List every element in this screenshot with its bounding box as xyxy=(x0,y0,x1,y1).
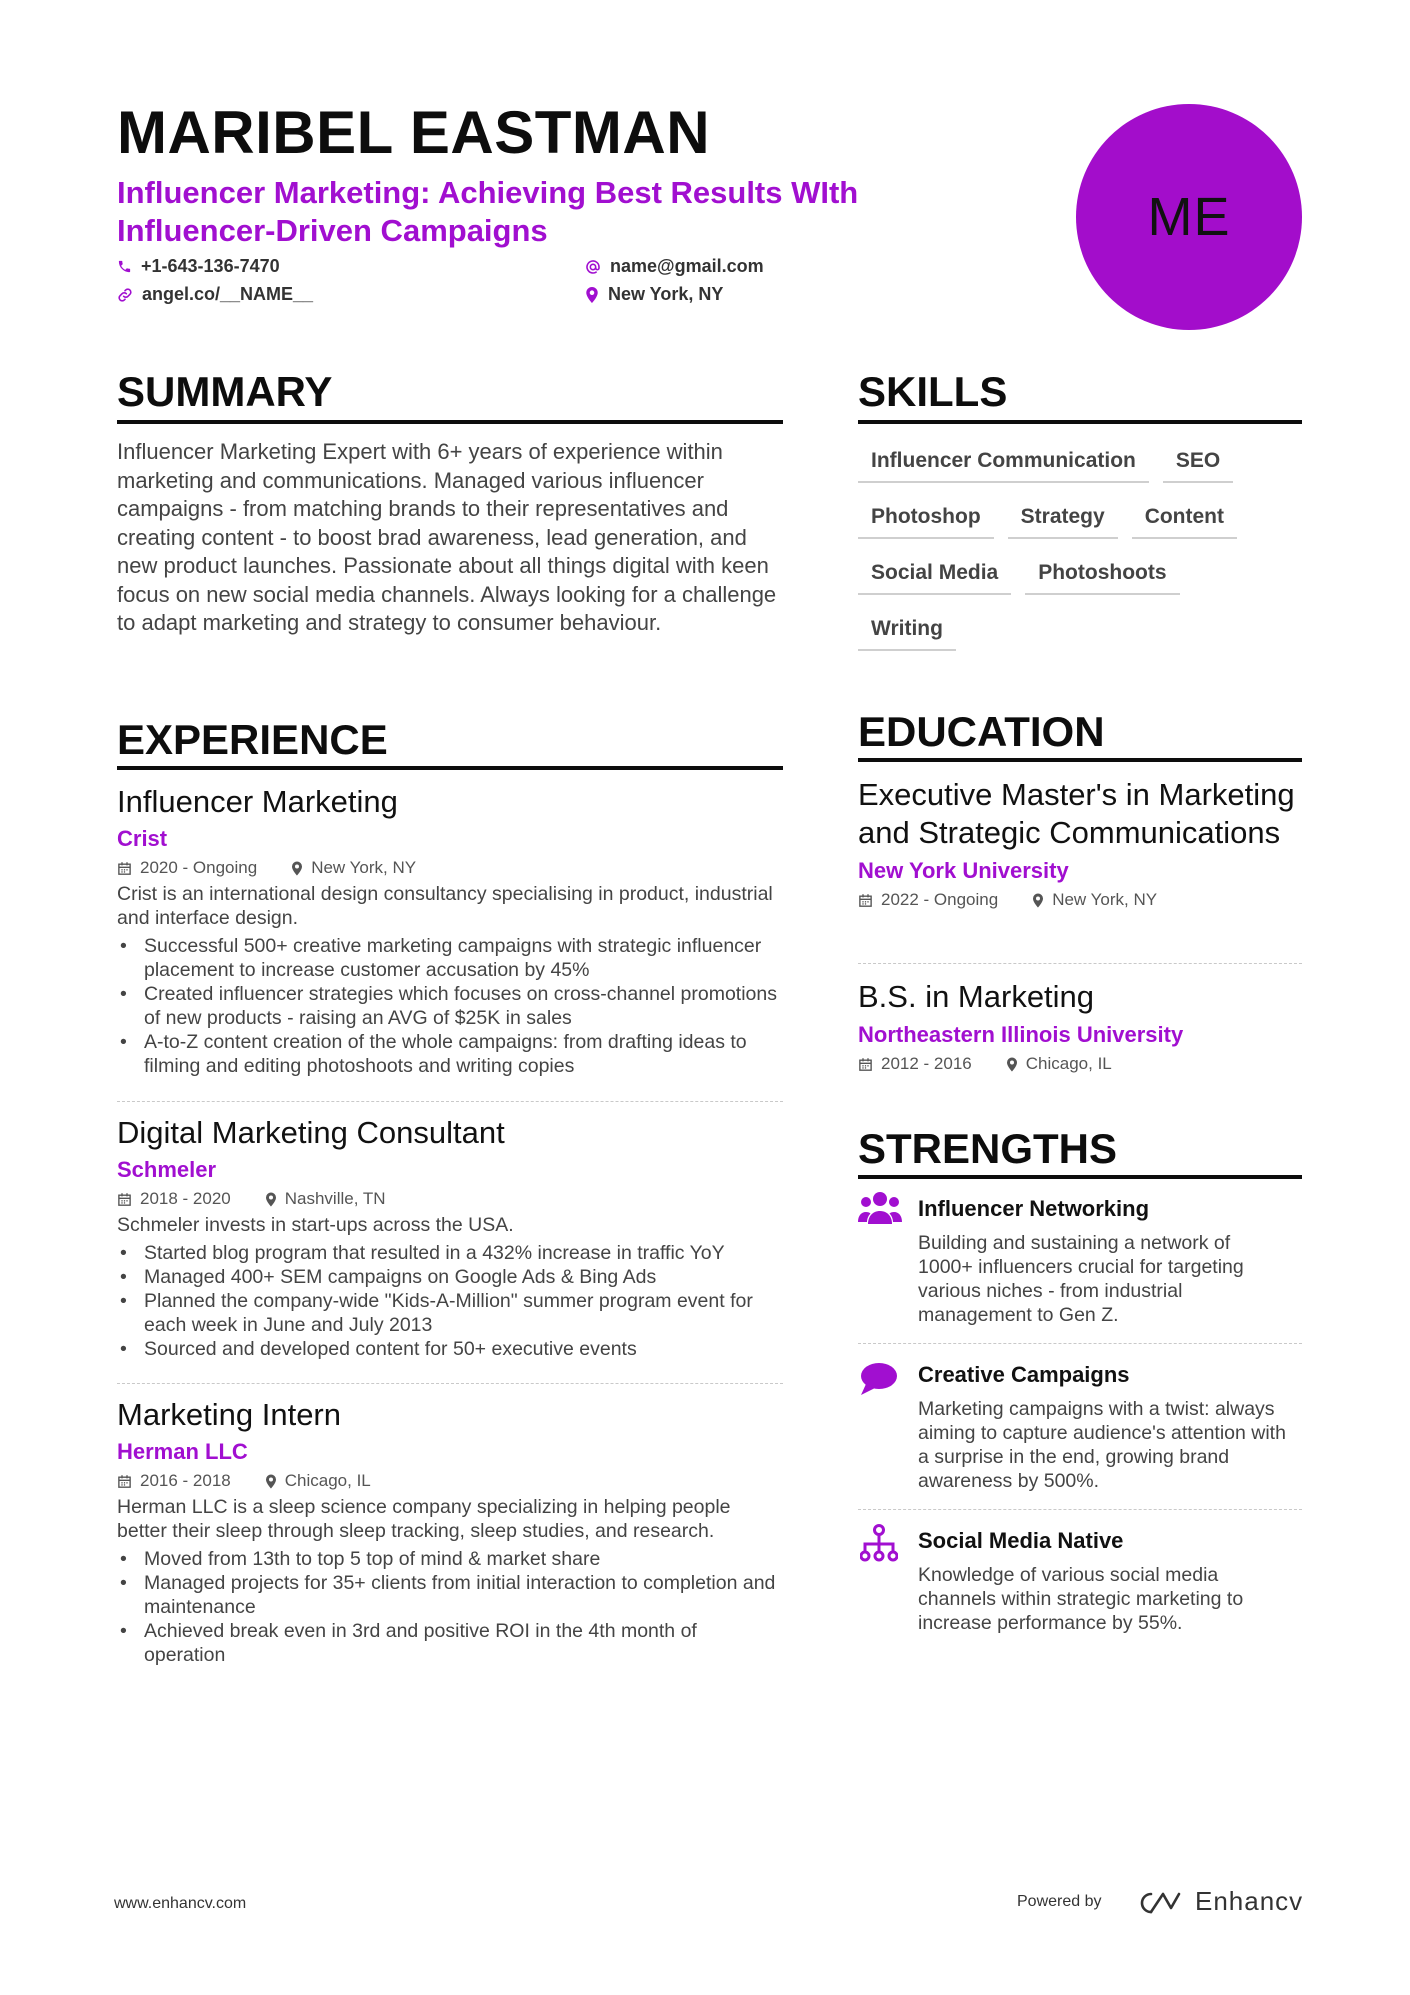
education-divider xyxy=(858,758,1302,762)
skill-tag: Influencer Communication xyxy=(858,449,1149,483)
job-bullet: • Achieved break even in 3rd and positive ROI in the 4th month of operation xyxy=(117,1619,783,1667)
strengths-divider xyxy=(858,1175,1302,1179)
education-entry xyxy=(858,776,1302,910)
school-name: Northeastern Illinois University xyxy=(858,1022,1184,1047)
skill-tag: Photoshoots xyxy=(1025,561,1179,595)
map-pin-icon xyxy=(291,861,303,876)
job-entry xyxy=(117,1397,783,1667)
job-dates: 2018 - 2020 xyxy=(140,1189,231,1208)
job-meta xyxy=(117,1189,783,1209)
strength-separator xyxy=(858,1509,1302,1510)
skills-divider xyxy=(858,420,1302,424)
education-title: EDUCATION xyxy=(858,708,1105,755)
skill-tag: Photoshop xyxy=(858,505,994,539)
map-pin-icon xyxy=(585,287,599,303)
experience-title: EXPERIENCE xyxy=(117,716,388,763)
summary-title: SUMMARY xyxy=(117,368,333,415)
job-bullet: • Managed 400+ SEM campaigns on Google Ads & Bing Ads xyxy=(117,1265,783,1289)
job-bullet: • Sourced and developed content for 50+ executive events xyxy=(117,1337,783,1361)
at-sign-icon xyxy=(585,259,601,275)
calendar-icon xyxy=(858,893,873,908)
map-pin-icon xyxy=(1006,1057,1018,1072)
strength-title: Social Media Native xyxy=(918,1528,1124,1553)
degree-title: Executive Master's in Marketing and Strategic Communications xyxy=(858,777,1295,850)
job-bullet: • Started blog program that resulted in a 432% increase in traffic YoY xyxy=(117,1241,783,1265)
phone-text: +1-643-136-7470 xyxy=(141,256,280,276)
job-bullet: • Managed projects for 35+ clients from initial interaction to completion and maintenance xyxy=(117,1571,783,1619)
job-bullet: • A-to-Z content creation of the whole campaigns: from drafting ideas to filming and editing photoshoots and writing copies xyxy=(117,1030,783,1078)
summary-divider xyxy=(117,420,783,424)
skill-tag: SEO xyxy=(1163,449,1233,483)
education-dates: 2012 - 2016 xyxy=(881,1054,972,1073)
job-bullets xyxy=(117,1547,783,1667)
education-location: New York, NY xyxy=(1052,890,1158,909)
education-location: Chicago, IL xyxy=(1025,1054,1112,1073)
job-separator xyxy=(117,1101,783,1102)
degree-title: B.S. in Marketing xyxy=(858,979,1095,1014)
job-description: Crist is an international design consultancy specialising in product, industrial and interface design. xyxy=(117,883,773,929)
map-pin-icon xyxy=(1032,893,1044,908)
education-meta xyxy=(858,1054,1302,1074)
job-bullet: • Successful 500+ creative marketing campaigns with strategic influencer placement to increase customer accusation by 45% xyxy=(117,934,783,982)
job-bullet: • Created influencer strategies which focuses on cross-channel promotions of new products - raising an AVG of $25K in sales xyxy=(117,982,783,1030)
skill-tag: Writing xyxy=(858,617,956,651)
job-title: Influencer Marketing xyxy=(117,784,398,819)
contact-link[interactable] xyxy=(117,284,313,305)
strength-text: Knowledge of various social media channels within strategic marketing to increase performance by 55%. xyxy=(918,1564,1244,1634)
job-entry xyxy=(117,784,783,1078)
contact-email[interactable] xyxy=(585,256,764,277)
job-separator xyxy=(117,1383,783,1384)
contact-phone xyxy=(117,256,280,277)
skills-list xyxy=(858,449,1302,651)
candidate-name: MARIBEL EASTMAN xyxy=(117,99,711,166)
school-name: New York University xyxy=(858,858,1069,883)
education-dates: 2022 - Ongoing xyxy=(881,890,999,909)
network-icon xyxy=(860,1524,898,1569)
education-separator xyxy=(858,963,1302,964)
job-dates: 2020 - Ongoing xyxy=(140,858,258,877)
job-bullet: • Planned the company-wide "Kids-A-Million" summer program event for each week in June and July 2013 xyxy=(117,1289,783,1337)
email-text[interactable]: name@gmail.com xyxy=(610,256,764,276)
calendar-icon xyxy=(117,1192,132,1207)
candidate-headline: Influencer Marketing: Achieving Best Results WIth Influencer-Driven Campaigns xyxy=(117,175,859,248)
job-description: Schmeler invests in start-ups across the USA. xyxy=(117,1214,514,1236)
job-entry xyxy=(117,1115,783,1361)
job-meta xyxy=(117,1471,783,1491)
link-text[interactable]: angel.co/__NAME__ xyxy=(142,284,314,304)
job-company: Herman LLC xyxy=(117,1439,248,1464)
link-icon xyxy=(117,287,133,303)
powered-by-text: Powered by xyxy=(1017,1893,1102,1910)
job-title: Digital Marketing Consultant xyxy=(117,1115,505,1150)
job-company: Schmeler xyxy=(117,1157,217,1182)
skill-tag: Content xyxy=(1132,505,1237,539)
education-entry xyxy=(858,978,1302,1074)
job-description: Herman LLC is a sleep science company specializing in helping people better their sleep through sleep tracking, sleep studies, and research. xyxy=(117,1496,731,1542)
calendar-icon xyxy=(117,861,132,876)
job-location: Nashville, TN xyxy=(284,1189,386,1208)
strength-separator xyxy=(858,1343,1302,1344)
footer-url[interactable]: www.enhancv.com xyxy=(114,1895,247,1912)
strength-title: Influencer Networking xyxy=(918,1196,1150,1221)
job-meta xyxy=(117,858,783,878)
strength-title: Creative Campaigns xyxy=(918,1362,1130,1387)
enhancv-logo-icon[interactable] xyxy=(1137,1890,1185,1921)
calendar-icon xyxy=(117,1474,132,1489)
education-meta xyxy=(858,890,1302,910)
contact-location xyxy=(585,284,723,305)
skill-tag: Strategy xyxy=(1008,505,1118,539)
location-text: New York, NY xyxy=(608,284,724,304)
job-bullet: • Moved from 13th to top 5 top of mind & market share xyxy=(117,1547,783,1571)
summary-text: Influencer Marketing Expert with 6+ years of experience within marketing and communications. Managed various influencer campaigns - from matching brands to their representatives and creating content - to boost brad awareness, lead generation, and new product launches. Passionate about all things digital with keen focus on new social media channels. Always looking for a challenge to adapt marketing and strategy to consumer behaviour. xyxy=(117,439,777,635)
avatar-initials: ME xyxy=(1147,187,1231,247)
strength-text: Building and sustaining a network of 1000+ influencers crucial for targeting various niches - from industrial management to Gen Z. xyxy=(918,1232,1244,1326)
map-pin-icon xyxy=(265,1192,277,1207)
brand-wordmark[interactable]: Enhancv xyxy=(1195,1886,1304,1916)
job-company: Crist xyxy=(117,826,168,851)
map-pin-icon xyxy=(265,1474,277,1489)
strengths-title: STRENGTHS xyxy=(858,1125,1118,1172)
phone-icon xyxy=(117,259,132,274)
chat-bubble-icon xyxy=(858,1361,898,1402)
avatar xyxy=(1076,104,1302,330)
strength-text: Marketing campaigns with a twist: always aiming to capture audience's attention with a surprise in the end, growing brand awareness by 500%. xyxy=(918,1398,1286,1492)
job-bullets xyxy=(117,1241,783,1361)
experience-divider xyxy=(117,766,783,770)
calendar-icon xyxy=(858,1057,873,1072)
job-title: Marketing Intern xyxy=(117,1397,341,1432)
job-location: Chicago, IL xyxy=(284,1471,371,1490)
job-bullets xyxy=(117,934,783,1078)
skills-title: SKILLS xyxy=(858,368,1008,415)
job-dates: 2016 - 2018 xyxy=(140,1471,231,1490)
job-location: New York, NY xyxy=(311,858,417,877)
skill-tag: Social Media xyxy=(858,561,1011,595)
users-icon xyxy=(858,1190,902,1235)
